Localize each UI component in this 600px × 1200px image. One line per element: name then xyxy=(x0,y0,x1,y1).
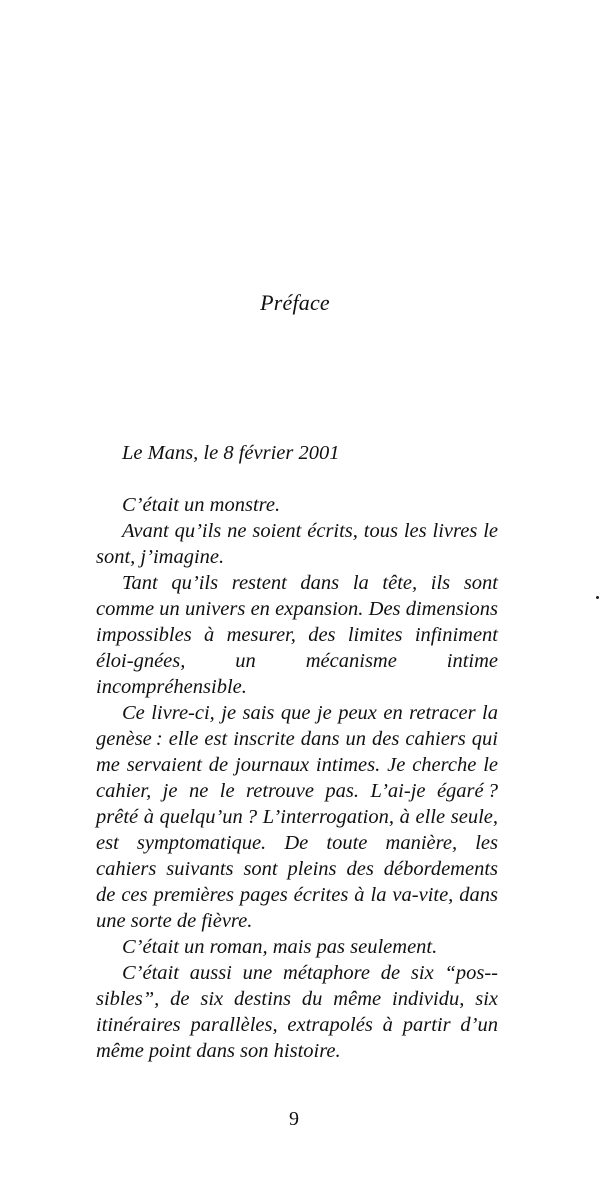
paragraph: C’était un roman, mais pas seulement. xyxy=(122,936,438,958)
paragraph: C’était un monstre. xyxy=(122,494,281,516)
edge-mark xyxy=(596,596,599,599)
page-title: Préface xyxy=(260,290,330,315)
body-section-two xyxy=(96,934,498,1064)
page-number: 9 xyxy=(289,1108,299,1130)
paragraph: Tant qu’ils restent dans la tête, ils sont comme un univers en expansion. Des dimensions impossibles à mesurer, des limites infiniment éloi-gnées, un mécanisme intime incompréhensible. xyxy=(96,572,498,698)
body-section-one xyxy=(96,492,498,934)
paragraph: Avant qu’ils ne soient écrits, tous les livres le sont, j’imagine. xyxy=(96,520,498,568)
paragraph: C’était aussi une métaphore de six “pos-sibles”, de six destins du même individu, six itinéraires parallèles, extrapolés à partir d’un même point dans son histoire. xyxy=(96,962,498,1062)
dateline: Le Mans, le 8 février 2001 xyxy=(122,442,340,464)
paragraph: Ce livre-ci, je sais que je peux en retracer la genèse : elle est inscrite dans un des cahiers qui me servaient de journaux intimes. Je cherche le cahier, je ne le retrouve pas. L’ai-je égaré ? prêté à quelqu’un ? L’interrogation, à elle seule, est symptomatique. De toute manière, les cahiers suivants sont pleins des débordements de ces premières pages écrites à la va-vite, dans une sorte de fièvre. xyxy=(96,702,498,932)
